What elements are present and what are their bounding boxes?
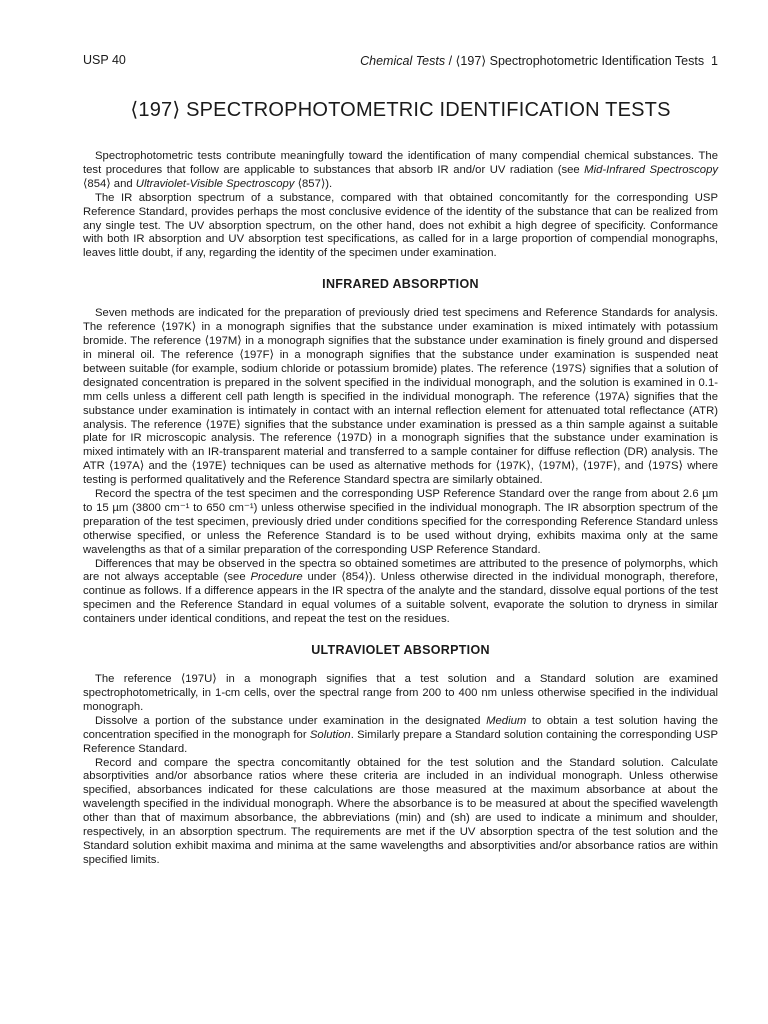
- text-run: ⟨854⟩ and: [83, 177, 136, 190]
- italic-reference: Ultraviolet-Visible Spectroscopy: [135, 177, 295, 190]
- page-number: 1: [711, 54, 718, 68]
- text-run: ⟨857⟩).: [294, 177, 333, 190]
- header-right: [360, 53, 718, 68]
- header-section-title: / ⟨197⟩ Spectrophotometric Identification Tests: [445, 54, 705, 68]
- section-heading-ultraviolet: ULTRAVIOLET ABSORPTION: [311, 643, 490, 658]
- italic-reference: Mid-Infrared Spectroscopy: [584, 163, 718, 176]
- text-run: to obtain a test solution having the concentration specified in the monograph for: [83, 714, 718, 741]
- document-body: [83, 150, 718, 868]
- header-left: USP 40: [83, 53, 126, 67]
- page-title: ⟨197⟩ SPECTROPHOTOMETRIC IDENTIFICATION TESTS: [130, 99, 671, 121]
- text-run: Spectrophotometric tests contribute meaningfully toward the identification of many compendial chemical substances. The test procedures that follow are applicable to substances that absorb IR and/or UV radiation (see: [83, 150, 718, 176]
- infrared-paragraph-3: [83, 558, 718, 628]
- italic-reference: Procedure: [250, 571, 303, 584]
- infrared-paragraph-1: Seven methods are indicated for the preparation of previously dried test specimens and Reference Standards for analysis. The reference ⟨197K⟩ in a monograph signifies that the substance under examination is mixed intimately with potassium bromide. The reference ⟨197M⟩ in a monograph signifies that the substance under examination is finely ground and dispersed in mineral oil. The reference ⟨197F⟩ in a monograph signifies that the substance under examination is suspended neat between suitable (for example, sodium chloride or potassium bromide) plates. The reference ⟨197S⟩ signifies that a solution of designated concentration is prepared in the solvent specified in the individual monograph, and the solution is examined in 0.1-mm cells unless a different cell path length is specified in the individual monograph. The reference ⟨197A⟩ signifies that the substance under examination is intimately in contact with an internal reflection element for attenuated total reflectance (ATR) analysis. The reference ⟨197E⟩ signifies that the substance under examination is pressed as a thin sample against a suitable plate for IR microscopic analysis. The reference ⟨197D⟩ in a monograph signifies that the substance under examination is mixed intimately with an IR-transparent material and transferred to a sample container for diffuse reflection (DR) analysis. The ATR ⟨197A⟩ and the ⟨197E⟩ techniques can be used as alternative methods for ⟨197K⟩, ⟨197M⟩, ⟨197F⟩, and ⟨197S⟩ where testing is performed qualitatively and the Reference Standard spectra are similarly obtained.: [83, 307, 718, 487]
- text-run: under ⟨854⟩). Unless otherwise directed in the individual monograph, therefore, continue as follows. If a difference appears in the IR spectra of the analyte and the standard, dissolve equal portions of the test specimen and the Reference Standard in equal volumes of a suitable solvent, evaporate the solution to dryness in similar containers under identical conditions, and repeat the test on the residues.: [83, 571, 719, 626]
- running-header: [83, 53, 718, 71]
- header-section-italic: Chemical Tests: [360, 54, 446, 68]
- text-run: Dissolve a portion of the substance under examination in the designated: [95, 714, 487, 727]
- intro-paragraph-1: [83, 150, 718, 192]
- section-heading-infrared: INFRARED ABSORPTION: [322, 277, 479, 292]
- ultraviolet-paragraph-2: [83, 715, 718, 757]
- ultraviolet-paragraph-3: Record and compare the spectra concomitantly obtained for the test solution and the Standard solution. Calculate absorptivities and/or absorbance ratios where these criteria are included in an individual monograph. Unless otherwise specified, absorbances indicated for these calculations are those measured at the maximum absorbance at about the wavelength specified in the individual monograph. Where the absorbance is to be measured at about the specified wavelength other than that of maximum absorbance, the abbreviations (min) and (sh) are used to indicate a minimum and shoulder, respectively, in an absorption spectrum. The requirements are met if the UV absorption spectra of the test solution and the Standard solution exhibit maxima and minima at the same wavelengths and absorptivities and/or absorbance ratios are within specified limits.: [83, 756, 718, 866]
- italic-term: Solution: [309, 728, 351, 741]
- text-run: . Similarly prepare a Standard solution containing the corresponding USP Reference Standard.: [83, 728, 718, 755]
- ultraviolet-paragraph-1: The reference ⟨197U⟩ in a monograph signifies that a test solution and a Standard solution are examined spectrophotometrically, in 1-cm cells, over the spectral range from 200 to 400 nm unless otherwise specified in the individual monograph.: [83, 673, 718, 713]
- italic-term: Medium: [486, 714, 527, 727]
- intro-paragraph-2: The IR absorption spectrum of a substance, compared with that obtained concomitantly for the corresponding USP Reference Standard, provides perhaps the most conclusive evidence of the identity of the substance that can be realized from any single test. The UV absorption spectrum, on the other hand, does not exhibit a high degree of specificity. Conformance with both IR absorption and UV absorption test specifications, as called for in a large proportion of compendial monographs, leaves little doubt, if any, regarding the identity of the specimen under examination.: [83, 191, 718, 260]
- infrared-paragraph-2: Record the spectra of the test specimen and the corresponding USP Reference Standard over the range from about 2.6 µm to 15 µm (3800 cm⁻¹ to 650 cm⁻¹) unless otherwise specified in the individual monograph. The IR absorption spectrum of the preparation of the test specimen, previously dried under conditions specified for the corresponding Reference Standard unless otherwise specified, or unless the Reference Standard is to be used without drying, exhibits maxima only at the same wavelengths as that of a similar preparation of the corresponding USP Reference Standard.: [83, 488, 718, 556]
- text-run: Differences that may be observed in the spectra so obtained sometimes are attributed to the presence of polymorphs, which are not always acceptable (see: [83, 557, 718, 584]
